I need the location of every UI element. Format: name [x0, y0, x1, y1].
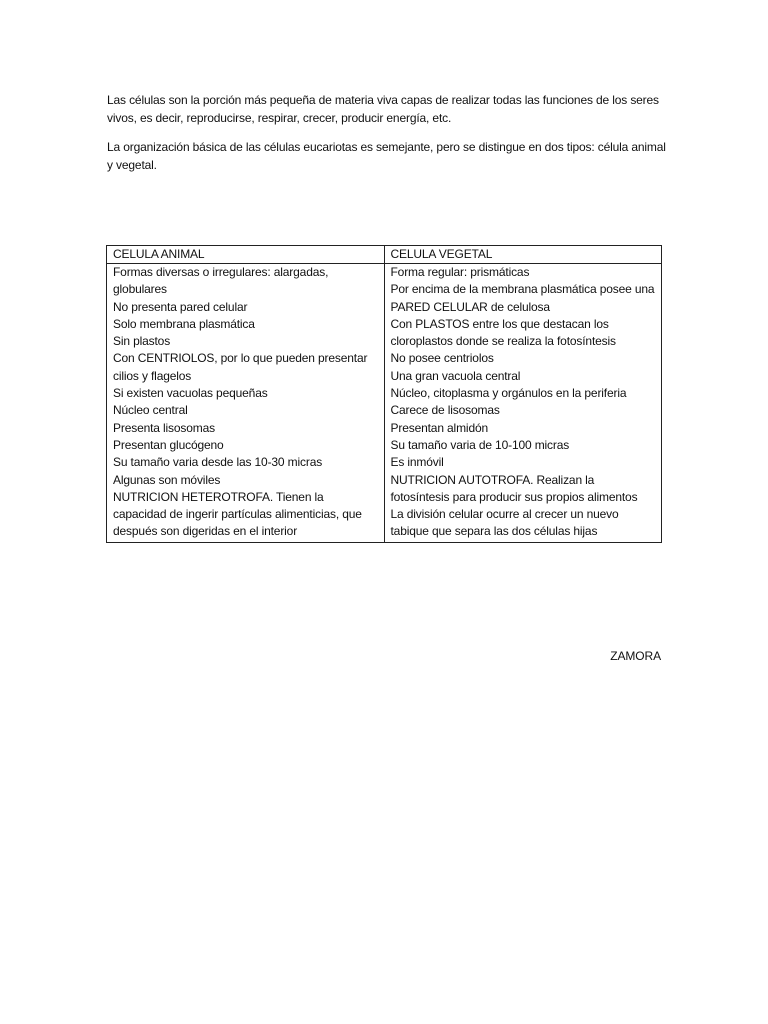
- list-item: Es inmóvil: [390, 455, 444, 470]
- list-item: No presenta pared celular: [113, 299, 248, 314]
- list-item: Si existen vacuolas pequeñas: [113, 386, 268, 401]
- intro-paragraph: Las células son la porción más pequeña de materia viva capas de realizar todas las funciones de los seres vivos, es decir, reproducirse, respirar, crecer, producir energía, etc.: [107, 93, 659, 125]
- plant-cell-features: [384, 264, 662, 543]
- list-item: Núcleo, citoplasma y orgánulos en la periferia: [390, 386, 627, 401]
- table-row: [107, 264, 662, 543]
- list-item: Su tamaño varia desde las 10-30 micras: [113, 455, 323, 470]
- list-item: NUTRICION HETEROTROFA. Tienen la capacidad de ingerir partículas alimenticias, que después son digeridas en el interior: [113, 489, 362, 539]
- list-item: Presenta lisosomas: [113, 420, 216, 435]
- header-animal-cell: CELULA ANIMAL: [107, 246, 385, 264]
- list-item: Presentan almidón: [390, 420, 489, 435]
- author-signature: ZAMORA: [610, 649, 661, 663]
- list-item: Forma regular: prismáticas: [390, 265, 530, 279]
- cell-comparison-table: [106, 245, 662, 543]
- list-item: Con CENTRIOLOS, por lo que pueden presentar cilios y flagelos: [113, 351, 368, 383]
- animal-cell-features: [107, 264, 385, 543]
- list-item: Sin plastos: [113, 334, 171, 349]
- list-item: La división celular ocurre al crecer un nuevo tabique que separa las dos células hijas: [390, 507, 619, 539]
- list-item: Por encima de la membrana plasmática posee una PARED CELULAR de celulosa: [390, 282, 655, 314]
- list-item: Carece de lisosomas: [390, 403, 500, 418]
- list-item: Formas diversas o irregulares: alargadas, globulares: [113, 265, 329, 297]
- types-paragraph: La organización básica de las células eucariotas es semejante, pero se distingue en dos tipos: célula animal y vegetal.: [107, 140, 666, 172]
- list-item: Algunas son móviles: [113, 472, 221, 487]
- table-header-row: [107, 246, 662, 264]
- list-item: Núcleo central: [113, 403, 188, 418]
- list-item: Solo membrana plasmática: [113, 316, 255, 331]
- header-plant-cell: CELULA VEGETAL: [384, 246, 662, 264]
- list-item: Su tamaño varia de 10-100 micras: [390, 437, 570, 452]
- list-item: No posee centriolos: [390, 351, 494, 366]
- list-item: Presentan glucógeno: [113, 437, 224, 452]
- list-item: NUTRICION AUTOTROFA. Realizan la fotosíntesis para producir sus propios alimentos: [390, 472, 638, 504]
- list-item: Una gran vacuola central: [390, 368, 521, 383]
- list-item: Con PLASTOS entre los que destacan los cloroplastos donde se realiza la fotosíntesis: [390, 316, 616, 349]
